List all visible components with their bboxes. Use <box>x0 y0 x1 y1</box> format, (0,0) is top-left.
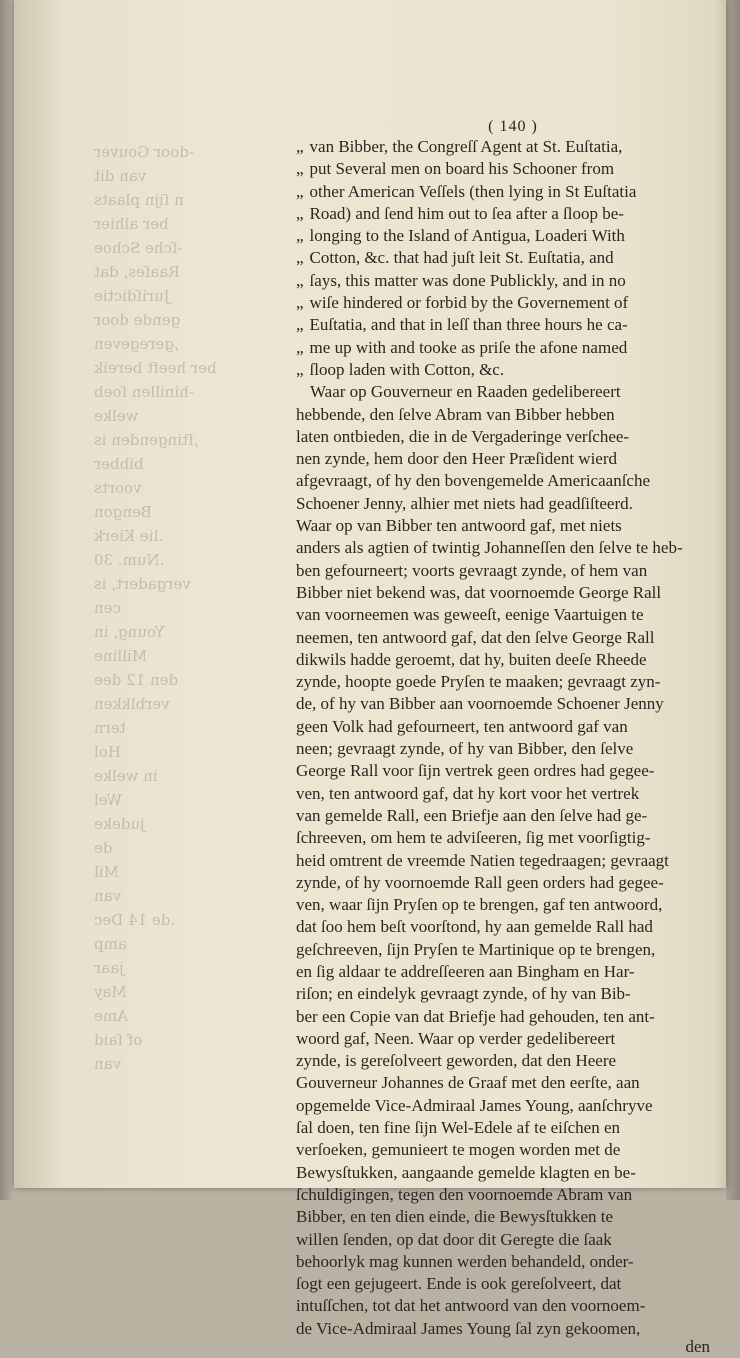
bleed-line: Milline <box>94 647 148 665</box>
text-line: anders als agtien of twintig Johanneſſen den ſelve te heb- <box>296 538 683 558</box>
book-page-edge <box>726 0 740 1200</box>
quoted-line <box>296 158 710 180</box>
text-line: George Rall voor ſijn vertrek geen ordres had gegee- <box>296 761 655 781</box>
quote-mark: „ <box>296 337 304 357</box>
bleed-line: gende door <box>94 311 181 329</box>
bleed-line: vergadert, is <box>94 575 191 593</box>
bleed-line: voorts <box>94 479 142 497</box>
bleed-line: Young, in <box>94 623 165 641</box>
text-line: Bibber niet bekend was, dat voornoemde George Rall <box>296 582 662 602</box>
quoted-line-text: ſloop laden with Cotton, &c. <box>309 359 505 379</box>
bleed-line: bibber <box>94 455 144 473</box>
text-line: ſchreeven, om hem te adviſeeren, ſig met voorſigtig- <box>296 828 651 848</box>
text-line: geſchreeven, ſijn Pryſen te Martinique op te brengen, <box>296 939 656 959</box>
text-line: ven, waar ſijn Pryſen op te brengen, gaf ten antwoord, <box>296 895 663 915</box>
bleed-line: den 12 dee <box>94 671 179 689</box>
bleed-line: van <box>94 1055 122 1073</box>
quoted-line-text: Euſtatia, and that in leſſ than three hours he ca- <box>309 315 628 335</box>
bleed-line: hinillen ſoeb- <box>94 383 194 401</box>
text-line: behoorlyk mag kunnen werden behandeld, onder- <box>296 1251 634 1271</box>
text-line: ber een Copie van dat Briefje had gehouden, ten ant- <box>296 1006 655 1026</box>
quote-mark: „ <box>296 248 304 268</box>
text-line: laten ontbieden, die in de Vergaderinge verſchee- <box>296 426 630 446</box>
catchword: den <box>685 1337 710 1357</box>
bleed-line: Mil <box>94 863 119 881</box>
text-line: ben gefourneert; voorts gevraagt zynde, of hem van <box>296 560 648 580</box>
text-line: Waar op van Bibber ten antwoord gaf, met niets <box>296 516 622 536</box>
text-line: zynde, hoopte goede Pryſen te maaken; gevraagt zyn- <box>296 672 661 692</box>
text-line: ſogt een gejugeert. Ende is ook gereſolveert, dat <box>296 1274 622 1294</box>
text-line: hebbende, den ſelve Abram van Bibber hebben <box>296 404 615 424</box>
bleed-line: ber alhier <box>94 215 169 233</box>
text-line: afgevraagt, of hy den bovengemelde Americaanſche <box>296 471 651 491</box>
text-line: Gouverneur Johannes de Graaf met den eerſte, aan <box>296 1073 640 1093</box>
quoted-line-text: Road) and ſend him out to ſea after a ſloop be- <box>309 203 624 223</box>
bleed-line: Num. 30. <box>94 551 165 569</box>
text-line: opgemelde Vice-Admiraal James Young, aanſchryve <box>296 1095 653 1115</box>
bleed-line: van dit <box>94 167 147 185</box>
text-line: Waar op Gouverneur en Raaden gedelibereert <box>310 382 621 402</box>
page-number: ( 140 ) <box>488 118 538 135</box>
bleed-line: van <box>94 887 122 905</box>
bleed-line: de 14 Dec. <box>94 911 176 929</box>
text-line: zynde, of hy voornoemde Rall geen orders had gegee- <box>296 872 664 892</box>
bleed-line: ſtingenden is, <box>94 431 199 449</box>
quoted-line <box>296 136 710 158</box>
quoted-line-text: Cotton, &c. that had juſt leit St. Euſtatia, and <box>309 248 614 268</box>
bleed-line: May <box>94 983 127 1001</box>
quoted-line-text: longing to the Island of Antigua, Loaderi With <box>309 226 625 246</box>
bleed-line: lie Kierk. <box>94 527 164 545</box>
quote-mark: „ <box>296 203 304 223</box>
quoted-passage <box>296 136 710 381</box>
bleed-line: Bengon <box>94 503 152 521</box>
text-line: Bewysſtukken, aangaande gemelde klagten en be- <box>296 1162 636 1182</box>
text-line: nen zynde, hem door den Heer Præſident wierd <box>296 449 618 469</box>
quote-mark: „ <box>296 159 304 179</box>
text-line: dat ſoo hem beſt voorſtond, hy aan gemelde Rall had <box>296 917 653 937</box>
bleed-through-text <box>94 140 274 1076</box>
bleed-line: welke <box>94 407 139 425</box>
bleed-line: ber heeft bereik <box>94 359 217 377</box>
bleed-line: Juriſdictie <box>94 287 170 305</box>
text-line: heid omtrent de vreemde Natien tegedraagen; gevraagt <box>296 850 669 870</box>
quoted-line <box>296 337 710 359</box>
bleed-line: geregeven, <box>94 335 179 353</box>
bleed-line: ſche Schoe- <box>94 239 183 257</box>
quote-mark: „ <box>296 181 304 201</box>
text-line: neen; gevraagt zynde, of hy van Bibber, den ſelve <box>296 739 634 759</box>
bleed-line: Ame <box>94 1007 128 1025</box>
quoted-line <box>296 247 710 269</box>
text-line: de Vice-Admiraal James Young ſal zyn gekoomen, <box>296 1318 641 1338</box>
text-line: geen Volk had gefourneert, ten antwoord gaf van <box>296 716 628 736</box>
text-line: van voorneemen was geweeſt, eenige Vaartuigen te <box>296 605 644 625</box>
text-line: Bibber, en ten dien einde, die Bewysſtukken te <box>296 1207 614 1227</box>
quoted-line <box>296 270 710 292</box>
text-line: intuſſchen, tot dat het antwoord van den voornoem- <box>296 1296 646 1316</box>
text-line: Schoener Jenny, alhier met niets had geadſiſteerd. <box>296 493 633 513</box>
text-line: neemen, ten antwoord gaf, dat den ſelve George Rall <box>296 627 655 647</box>
quote-mark: „ <box>296 226 304 246</box>
text-line: ven, ten antwoord gaf, dat hy kort voor het vertrek <box>296 783 640 803</box>
bleed-line: n ſijn plaats <box>94 191 184 209</box>
main-paragraph <box>296 381 710 1340</box>
quoted-line-text: van Bibber, the Congreſſ Agent at St. Euſtatia, <box>309 137 623 156</box>
text-line: ſchuldigingen, tegen den voornoemde Abram van <box>296 1184 633 1204</box>
text-line: en ſig aldaar te addreſſeeren aan Bingham en Har- <box>296 961 635 981</box>
quote-mark: „ <box>296 293 304 313</box>
bleed-line: tern <box>94 719 126 737</box>
quote-mark: „ <box>296 359 304 379</box>
quoted-line <box>296 181 710 203</box>
bleed-line: Wel <box>94 791 122 809</box>
bleed-line: de <box>94 839 113 857</box>
quoted-line-text: ſays, this matter was done Publickly, and in no <box>309 270 626 290</box>
bleed-line: amp <box>94 935 127 953</box>
text-line: zynde, is gereſolveert geworden, dat den Heere <box>296 1051 617 1071</box>
page-text-block <box>296 118 710 1358</box>
quote-mark: „ <box>296 315 304 335</box>
bleed-line: in welke <box>94 767 158 785</box>
bleed-line: Hol <box>94 743 121 761</box>
quoted-line <box>296 203 710 225</box>
text-line: ſal doen, ten fine ſijn Wel-Edele af te eiſchen en <box>296 1118 621 1138</box>
text-line: riſon; en eindelyk gevraagt zynde, of hy van Bib- <box>296 984 631 1004</box>
book-gutter-edge <box>0 0 14 1200</box>
text-line: de, of hy van Bibber aan voornoemde Schoener Jenny <box>296 694 664 714</box>
quoted-line <box>296 292 710 314</box>
quoted-line-text: me up with and tooke as priſe the afone named <box>309 337 628 357</box>
bleed-line: cen <box>94 599 121 617</box>
text-line: dikwils hadde geroemt, dat hy, buiten deeſe Rheede <box>296 649 647 669</box>
bleed-line: door Gouver- <box>94 143 194 161</box>
text-line: verſoeken, gemunieert te mogen worden met de <box>296 1140 621 1160</box>
quoted-line-text: other American Veſſels (then lying in St Euſtatia <box>309 181 637 201</box>
quoted-line-text: wiſe hindered or forbid by the Governement of <box>309 293 629 313</box>
bleed-line: of ſaid <box>94 1031 143 1049</box>
quote-mark: „ <box>296 137 304 156</box>
bleed-line: verblkken <box>94 695 170 713</box>
bleed-line: jaar <box>94 959 124 977</box>
quoted-line <box>296 359 710 381</box>
quoted-line <box>296 314 710 336</box>
text-line: van gemelde Rall, een Briefje aan den ſelve had ge- <box>296 805 648 825</box>
text-line: willen ſenden, op dat door dit Geregte die ſaak <box>296 1229 612 1249</box>
quoted-line-text: put Several men on board his Schooner from <box>309 159 615 179</box>
bleed-line: Raaſes, dat <box>94 263 180 281</box>
text-line: woord gaf, Neen. Waar op verder gedelibereert <box>296 1028 616 1048</box>
bleed-line: judeke <box>94 815 145 833</box>
quoted-line <box>296 225 710 247</box>
quote-mark: „ <box>296 270 304 290</box>
